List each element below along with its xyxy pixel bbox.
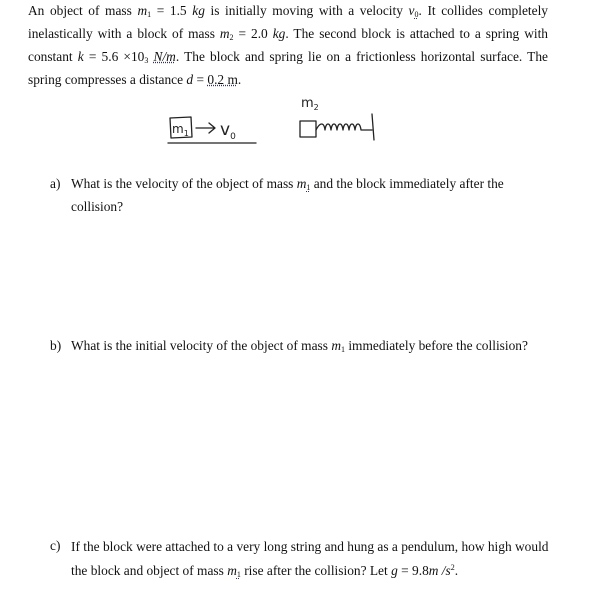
g-exponent: 2 xyxy=(450,563,455,572)
m1-symbol: m xyxy=(331,338,341,353)
intro-text: . xyxy=(237,72,242,87)
problem-statement xyxy=(28,1,548,89)
wall-drawing xyxy=(372,114,374,140)
m1-value: = 1.5 xyxy=(151,3,193,18)
d-value: 0.2 m xyxy=(207,72,238,87)
m1-symbol: m xyxy=(137,3,148,18)
k-symbol: k xyxy=(77,49,84,64)
m2-block-drawing xyxy=(300,121,316,137)
question-text: What is the initial velocity of the object of mass $m_1$ immediately before the collision? xyxy=(71,338,528,354)
collision-sketch xyxy=(160,92,420,152)
question-label: c) xyxy=(50,538,61,553)
question-text: If the block were attached to a very long string and hung as a pendulum, how high would the block and object of mass $m_1$ rise after the collision? Let g = 9.8m $/s^2$. xyxy=(71,539,549,579)
intro-text: . The block and spring lie on a frictionless horizontal surface. The spring compresses a distance xyxy=(28,49,548,87)
k-value: = 5.6 ×10 xyxy=(83,49,145,64)
m1-label: $m_1$ xyxy=(172,122,189,138)
m2-label: $m_2$ xyxy=(301,96,319,112)
v0-symbol: v xyxy=(408,3,415,18)
intro-text: is initially moving with a velocity xyxy=(204,3,409,18)
m1-subscript: 1 xyxy=(147,10,152,19)
m1-symbol: m xyxy=(296,176,307,191)
question-text: What is the velocity of the object of mass $m_1$ and the block immediately after the collision? xyxy=(71,176,504,214)
m1-subscript: 1 xyxy=(340,345,345,354)
arrow-drawing xyxy=(196,123,215,133)
intro-text: . It collides completely inelastically with a block of mass xyxy=(28,3,548,41)
intro-text: . The second block is attached to a spring with constant xyxy=(28,26,549,64)
spring-drawing xyxy=(316,124,372,130)
m2-value: = 2.0 xyxy=(233,26,273,41)
d-symbol: d xyxy=(186,72,194,87)
m2-symbol: m xyxy=(219,26,230,41)
m1-symbol: m xyxy=(227,563,237,578)
kg-unit: kg xyxy=(192,3,205,18)
g-symbol: g xyxy=(391,563,398,578)
m2-subscript: 2 xyxy=(229,33,234,42)
m1-subscript: 1 xyxy=(236,570,241,579)
v0-subscript: 0 xyxy=(414,10,419,19)
question-label: a) xyxy=(50,176,61,191)
v0-label: $v_0$ xyxy=(220,120,236,142)
k-unit: N/m xyxy=(153,49,176,64)
intro-text: An object of mass xyxy=(28,3,138,18)
kg-unit: kg xyxy=(272,26,286,41)
g-unit: m /s xyxy=(428,563,451,578)
intro-text: = xyxy=(193,72,208,87)
m1-subscript: 1 xyxy=(306,183,311,192)
question-label: b) xyxy=(50,338,62,353)
k-exponent: 3 xyxy=(144,56,149,65)
